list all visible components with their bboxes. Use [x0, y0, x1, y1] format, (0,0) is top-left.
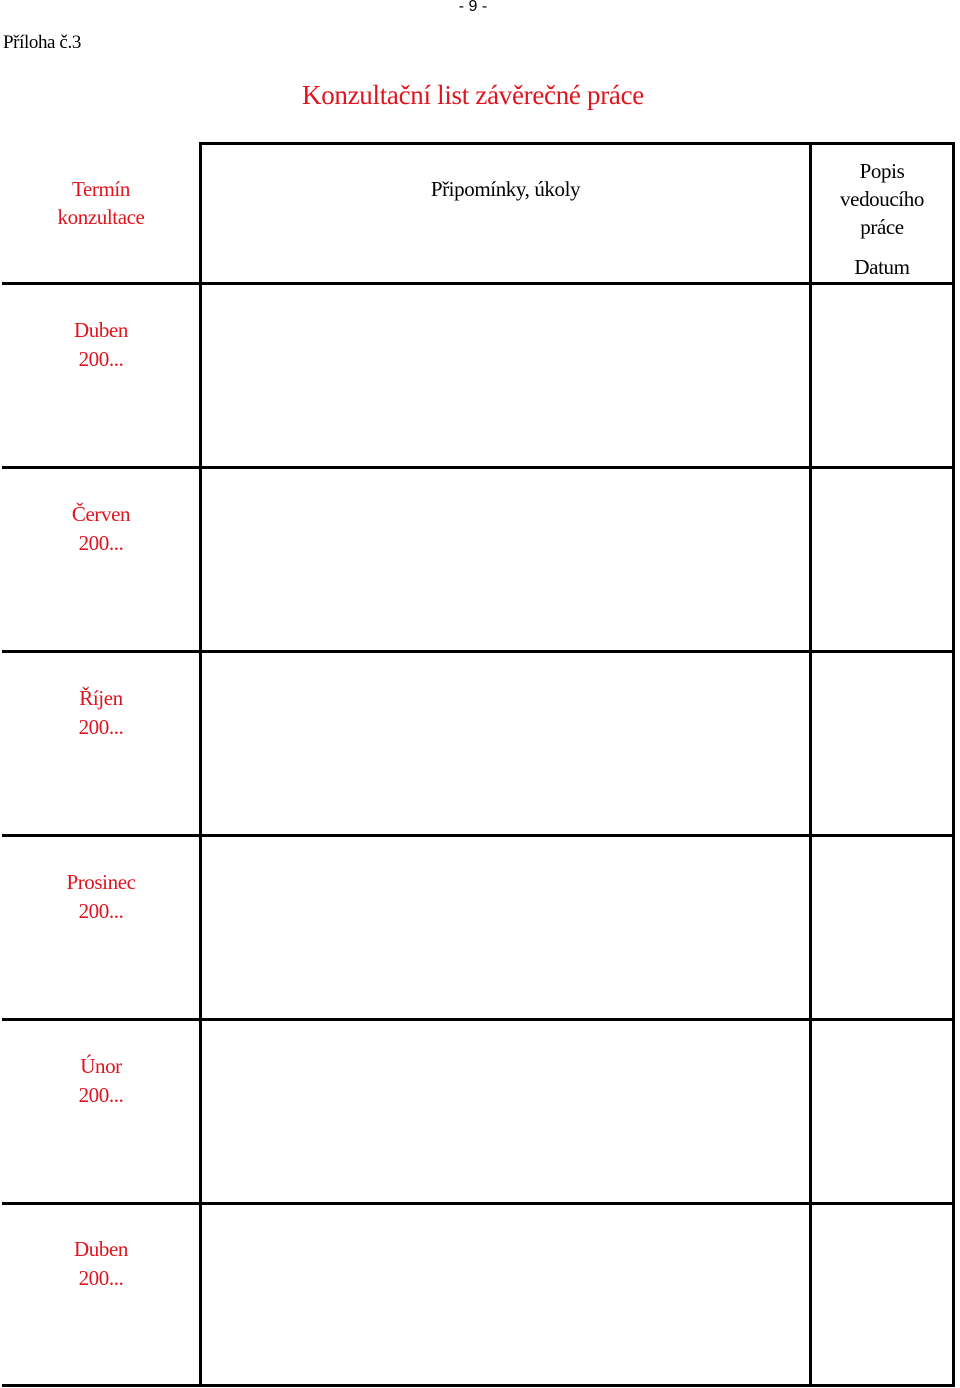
table-row-label: [2, 1052, 200, 1110]
row-month: Prosinec: [66, 870, 136, 894]
row-divider: [2, 834, 955, 837]
header-term-line1: Termín: [72, 177, 130, 201]
row-month: Duben: [74, 318, 128, 342]
row-divider: [2, 1018, 955, 1021]
header-signature: [812, 157, 952, 241]
table-row-label: [2, 868, 200, 926]
table-bottom-border: [2, 1384, 955, 1387]
header-notes: Připomínky, úkoly: [430, 177, 581, 201]
row-month: Duben: [74, 1237, 128, 1261]
page-number: - 9 -: [458, 0, 488, 15]
row-year: 200...: [78, 531, 124, 555]
table-row-label: [2, 684, 200, 742]
row-year: 200...: [78, 715, 124, 739]
table-row-label: [2, 500, 200, 558]
row-month: Říjen: [79, 686, 123, 710]
row-divider: [2, 650, 955, 653]
row-divider: [2, 466, 955, 469]
header-signature-line3: práce: [860, 215, 904, 239]
row-year: 200...: [78, 1083, 124, 1107]
header-divider: [2, 282, 955, 285]
row-month: Červen: [71, 502, 131, 526]
page-title: Konzultační list závěrečné práce: [302, 80, 644, 110]
row-year: 200...: [78, 347, 124, 371]
table-right-border: [952, 142, 955, 1387]
header-term: [2, 175, 200, 231]
header-signature-line2: vedoucího: [840, 187, 924, 211]
row-year: 200...: [78, 1266, 124, 1290]
header-date: Datum: [854, 255, 910, 279]
row-year: 200...: [78, 899, 124, 923]
header-signature-line1: Popis: [859, 159, 905, 183]
row-month: Únor: [80, 1054, 122, 1078]
consultation-table: [2, 142, 955, 1387]
table-row-label: [2, 1235, 200, 1293]
column-divider-signature: [809, 142, 812, 1387]
attachment-label: Příloha č.3: [3, 32, 81, 53]
row-divider: [2, 1202, 955, 1205]
header-term-line2: konzultace: [57, 205, 145, 229]
table-row-label: [2, 316, 200, 374]
table-top-border: [199, 142, 955, 145]
